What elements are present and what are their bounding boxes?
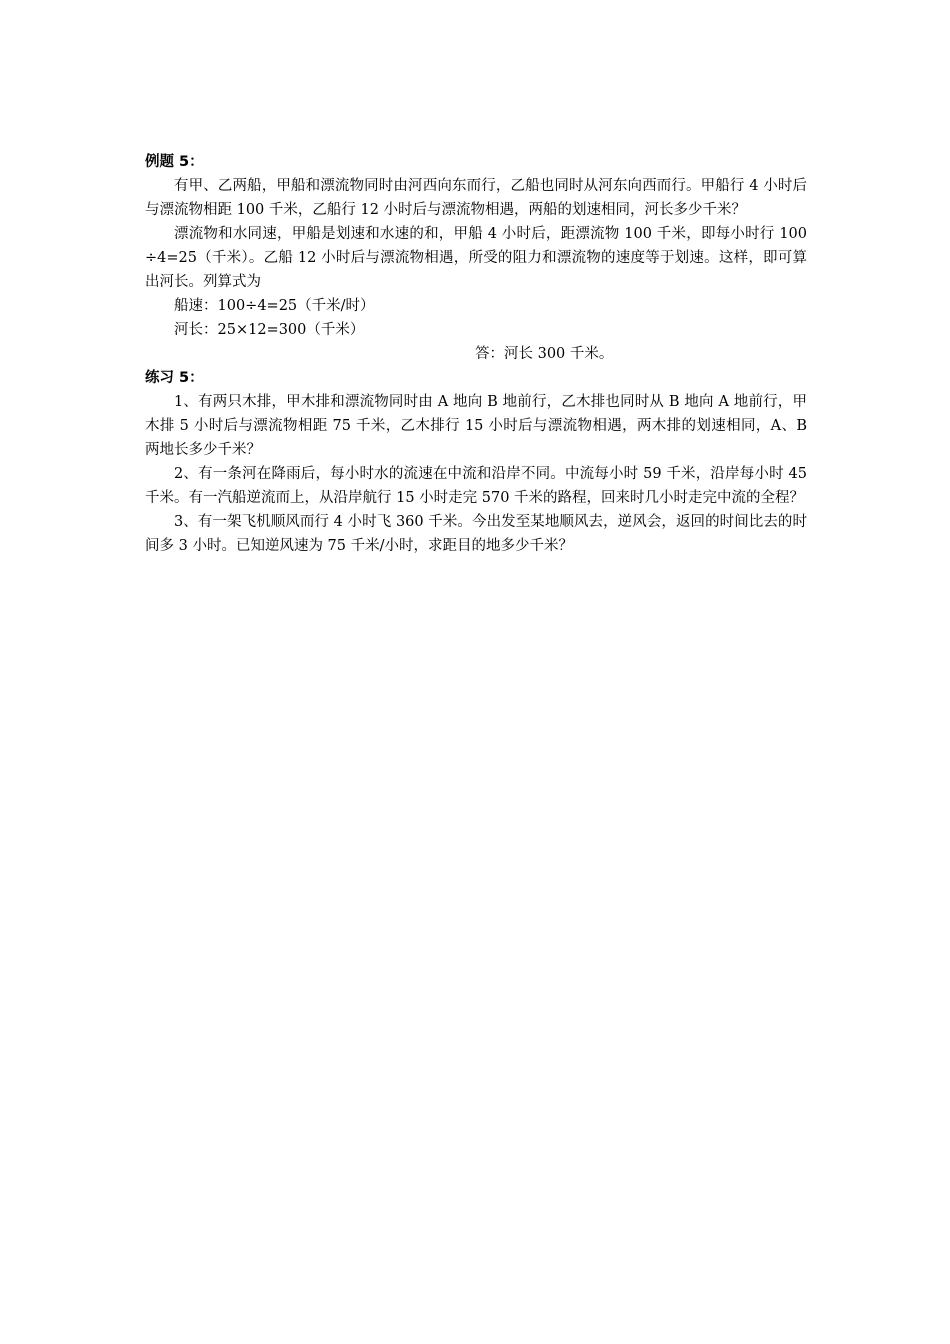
formula-speed: 船速：100÷4=25（千米/时） bbox=[174, 298, 375, 314]
formula-length: 河长：25×12=300（千米） bbox=[174, 322, 365, 338]
example-explanation: 漂流物和水同速，甲船是划速和水速的和，甲船 4 小时后，距漂流物 100 千米，即每小时行 100÷4=25（千米）。乙船 12 小时后与漂流物相遇，所受的阻力和漂流物的速度等于划速。这样，即可算出河长。列算式为 bbox=[145, 226, 807, 290]
practice-item-1: 1、有两只木排，甲木排和漂流物同时由 A 地向 B 地前行，乙木排也同时从 B 地向 A 地前行，甲木排 5 小时后与漂流物相距 75 千米，乙木排行 15 小时后与漂流物相遇，两木排的划速相同，A、B 两地长多少千米？ bbox=[145, 394, 807, 458]
practice-item-2: 2、有一条河在降雨后，每小时水的流速在中流和沿岸不同。中流每小时 59 千米，沿岸每小时 45 千米。有一汽船逆流而上，从沿岸航行 15 小时走完 570 千米的路程，回来时几小时走完中流的全程？ bbox=[145, 466, 807, 506]
document-page bbox=[145, 150, 807, 558]
practice-item-3: 3、有一架飞机顺风而行 4 小时飞 360 千米。今出发至某地顺风去，逆风会，返回的时间比去的时间多 3 小时。已知逆风速为 75 千米/小时，求距目的地多少千米？ bbox=[145, 514, 807, 554]
example-problem: 有甲、乙两船，甲船和漂流物同时由河西向东而行，乙船也同时从河东向西而行。甲船行 4 小时后与漂流物相距 100 千米，乙船行 12 小时后与漂流物相遇，两船的划速相同，河长多少千米？ bbox=[145, 178, 807, 218]
practice-heading: 练习 5： bbox=[145, 370, 204, 386]
example-answer: 答：河长 300 千米。 bbox=[475, 346, 614, 362]
example-heading: 例题 5： bbox=[145, 154, 204, 170]
